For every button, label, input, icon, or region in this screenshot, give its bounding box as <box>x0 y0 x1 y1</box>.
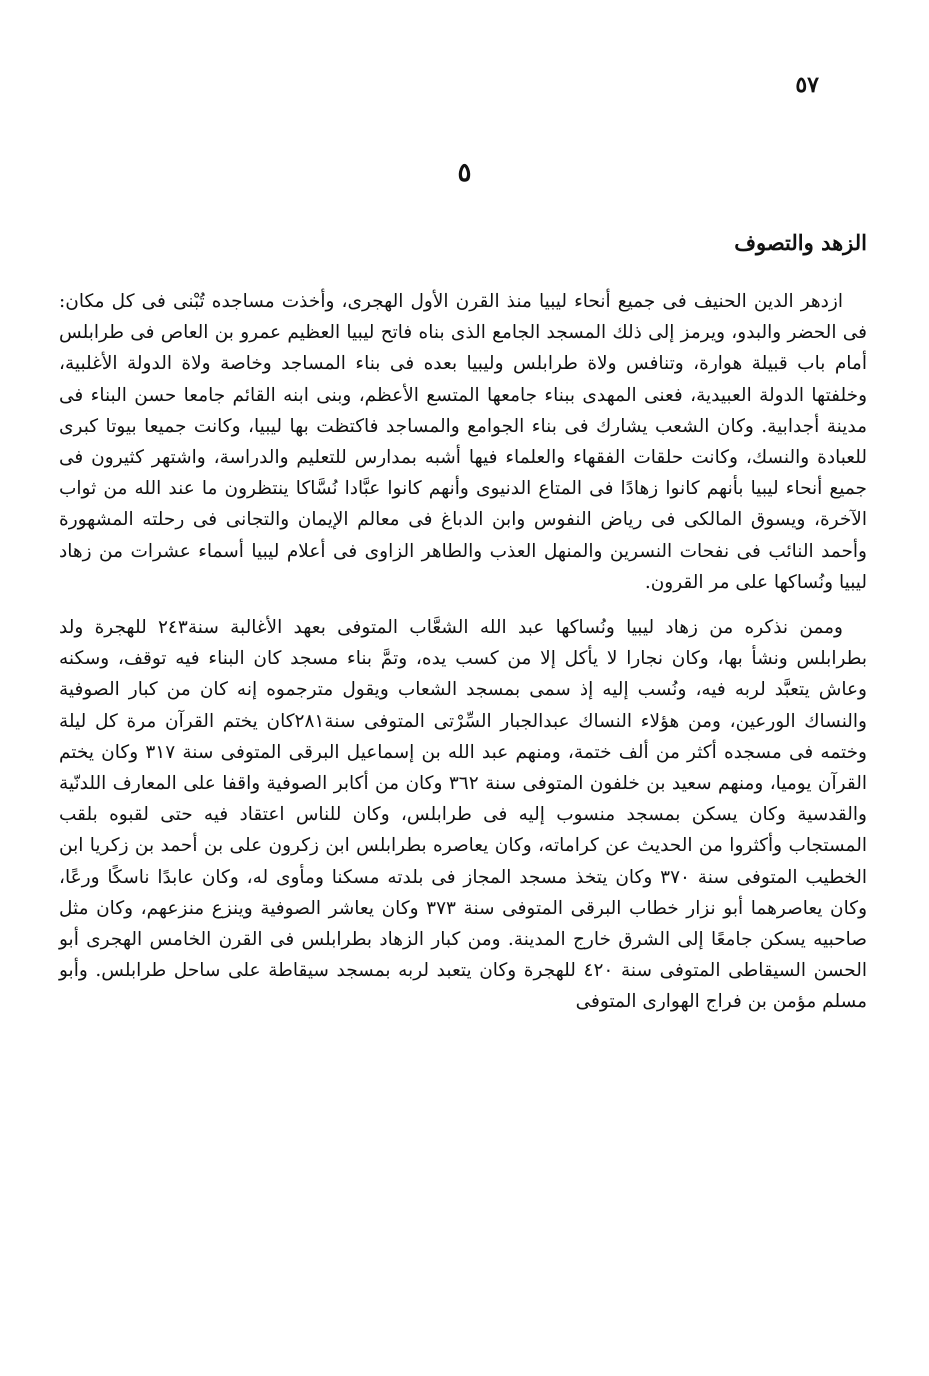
page-number: ٥٧ <box>795 72 819 98</box>
section-title: الزهد والتصوف <box>734 230 867 255</box>
paragraph: ازدهر الدين الحنيف فى جميع أنحاء ليبيا منذ القرن الأول الهجرى، وأخذت مساجده تُبْنى فى كل مكان: فى الحضر والبدو، ويرمز إلى ذلك المسجد الجامع الذى بناه فاتح ليبيا العظيم عمرو بن العاص فى طرابلس أمام باب قبيلة هوارة، وتنافس ولاة طرابلس وليبيا بعده فى بناء المساجد وخاصة ولاة الدولة الأغلبية، وخلفتها الدولة العبيدية، فعنى المهدى ببناء جامعها المتسع الأعظم، وبنى ابنه القائم جامعا حسن البناء فى مدينة أجدابية. وكان الشعب يشارك فى بناء الجوامع والمساجد فاكتظت بها ليبيا، وكانت جميعا بيوتا كبرى للعبادة والنسك، وكانت حلقات الفقهاء والعلماء فيها أشبه بمدارس للتعليم والدراسة، واشتهر كثيرون فى جميع أنحاء ليبيا بأنهم كانوا زهادًا فى المتاع الدنيوى وأنهم كانوا عبَّادا نُسَّاكا ينتظرون ما عند الله من ثواب الآخرة، ويسوق المالكى فى رياض النفوس وابن الدباغ فى معالم الإيمان والتجانى فى رحلته المشهورة وأحمد النائب فى نفحات النسرين والمنهل العذب والطاهر الزاوى فى أعلام ليبيا أسماء عشرات من زهاد ليبيا ونُساكها على مر القرون. <box>59 291 867 593</box>
chapter-number: ٥ <box>457 158 472 188</box>
body-text <box>59 286 867 1018</box>
paragraph: وممن نذكره من زهاد ليبيا ونُساكها عبد الله الشعَّاب المتوفى بعهد الأغالبة سنة٢٤٣ للهجرة ولد بطرابلس ونشأ بها، وكان نجارا لا يأكل إلا من كسب يده، وتمَّ بناء مسجد كان البناء فيه توقف، وسكنه وعاش يتعبَّد لربه فيه، ونُسب إليه إذ سمى بمسجد الشعاب ويقول مترجموه إنه كان من كبار الصوفية والنساك الورعين، ومن هؤلاء النساك عبدالجبار السِّرْتى المتوفى سنة٢٨١كان يختم القرآن مرة كل ليلة وختمه فى مسجده أكثر من ألف ختمة، ومنهم عبد الله بن إسماعيل البرقى المتوفى سنة ٣١٧ وكان يختم القرآن يوميا، ومنهم سعيد بن خلفون المتوفى سنة ٣٦٢ وكان من أكابر الصوفية واقفا على المعارف اللدنّية والقدسية وكان يسكن بمسجد منسوب إليه فى طرابلس، وكان للناس اعتقاد فيه حتى لقبوه بلقب المستجاب وأكثروا من الحديث عن كراماته، وكان يعاصره بطرابلس ابن زكرون على بن أحمد بن زكريا ابن الخطيب المتوفى سنة ٣٧٠ وكان يتخذ مسجد المجاز فى بلدته مسكنا ومأوى له، وكان عابدًا ناسكًا ورعًا، وكان يعاصرهما أبو نزار خطاب البرقى المتوفى سنة ٣٧٣ وكان يعاشر الصوفية وينزع منزعهم، وكان مثل صاحبيه يسكن جامعًا إلى الشرق خارج المدينة. ومن كبار الزهاد بطرابلس فى القرن الخامس الهجرى أبو الحسن السيقاطى المتوفى سنة ٤٢٠ للهجرة وكان يتعبد لربه بمسجد سيقاطة على ساحل طرابلس. وأبو مسلم مؤمن بن فراج الهوارى المتوفى <box>59 617 867 1013</box>
